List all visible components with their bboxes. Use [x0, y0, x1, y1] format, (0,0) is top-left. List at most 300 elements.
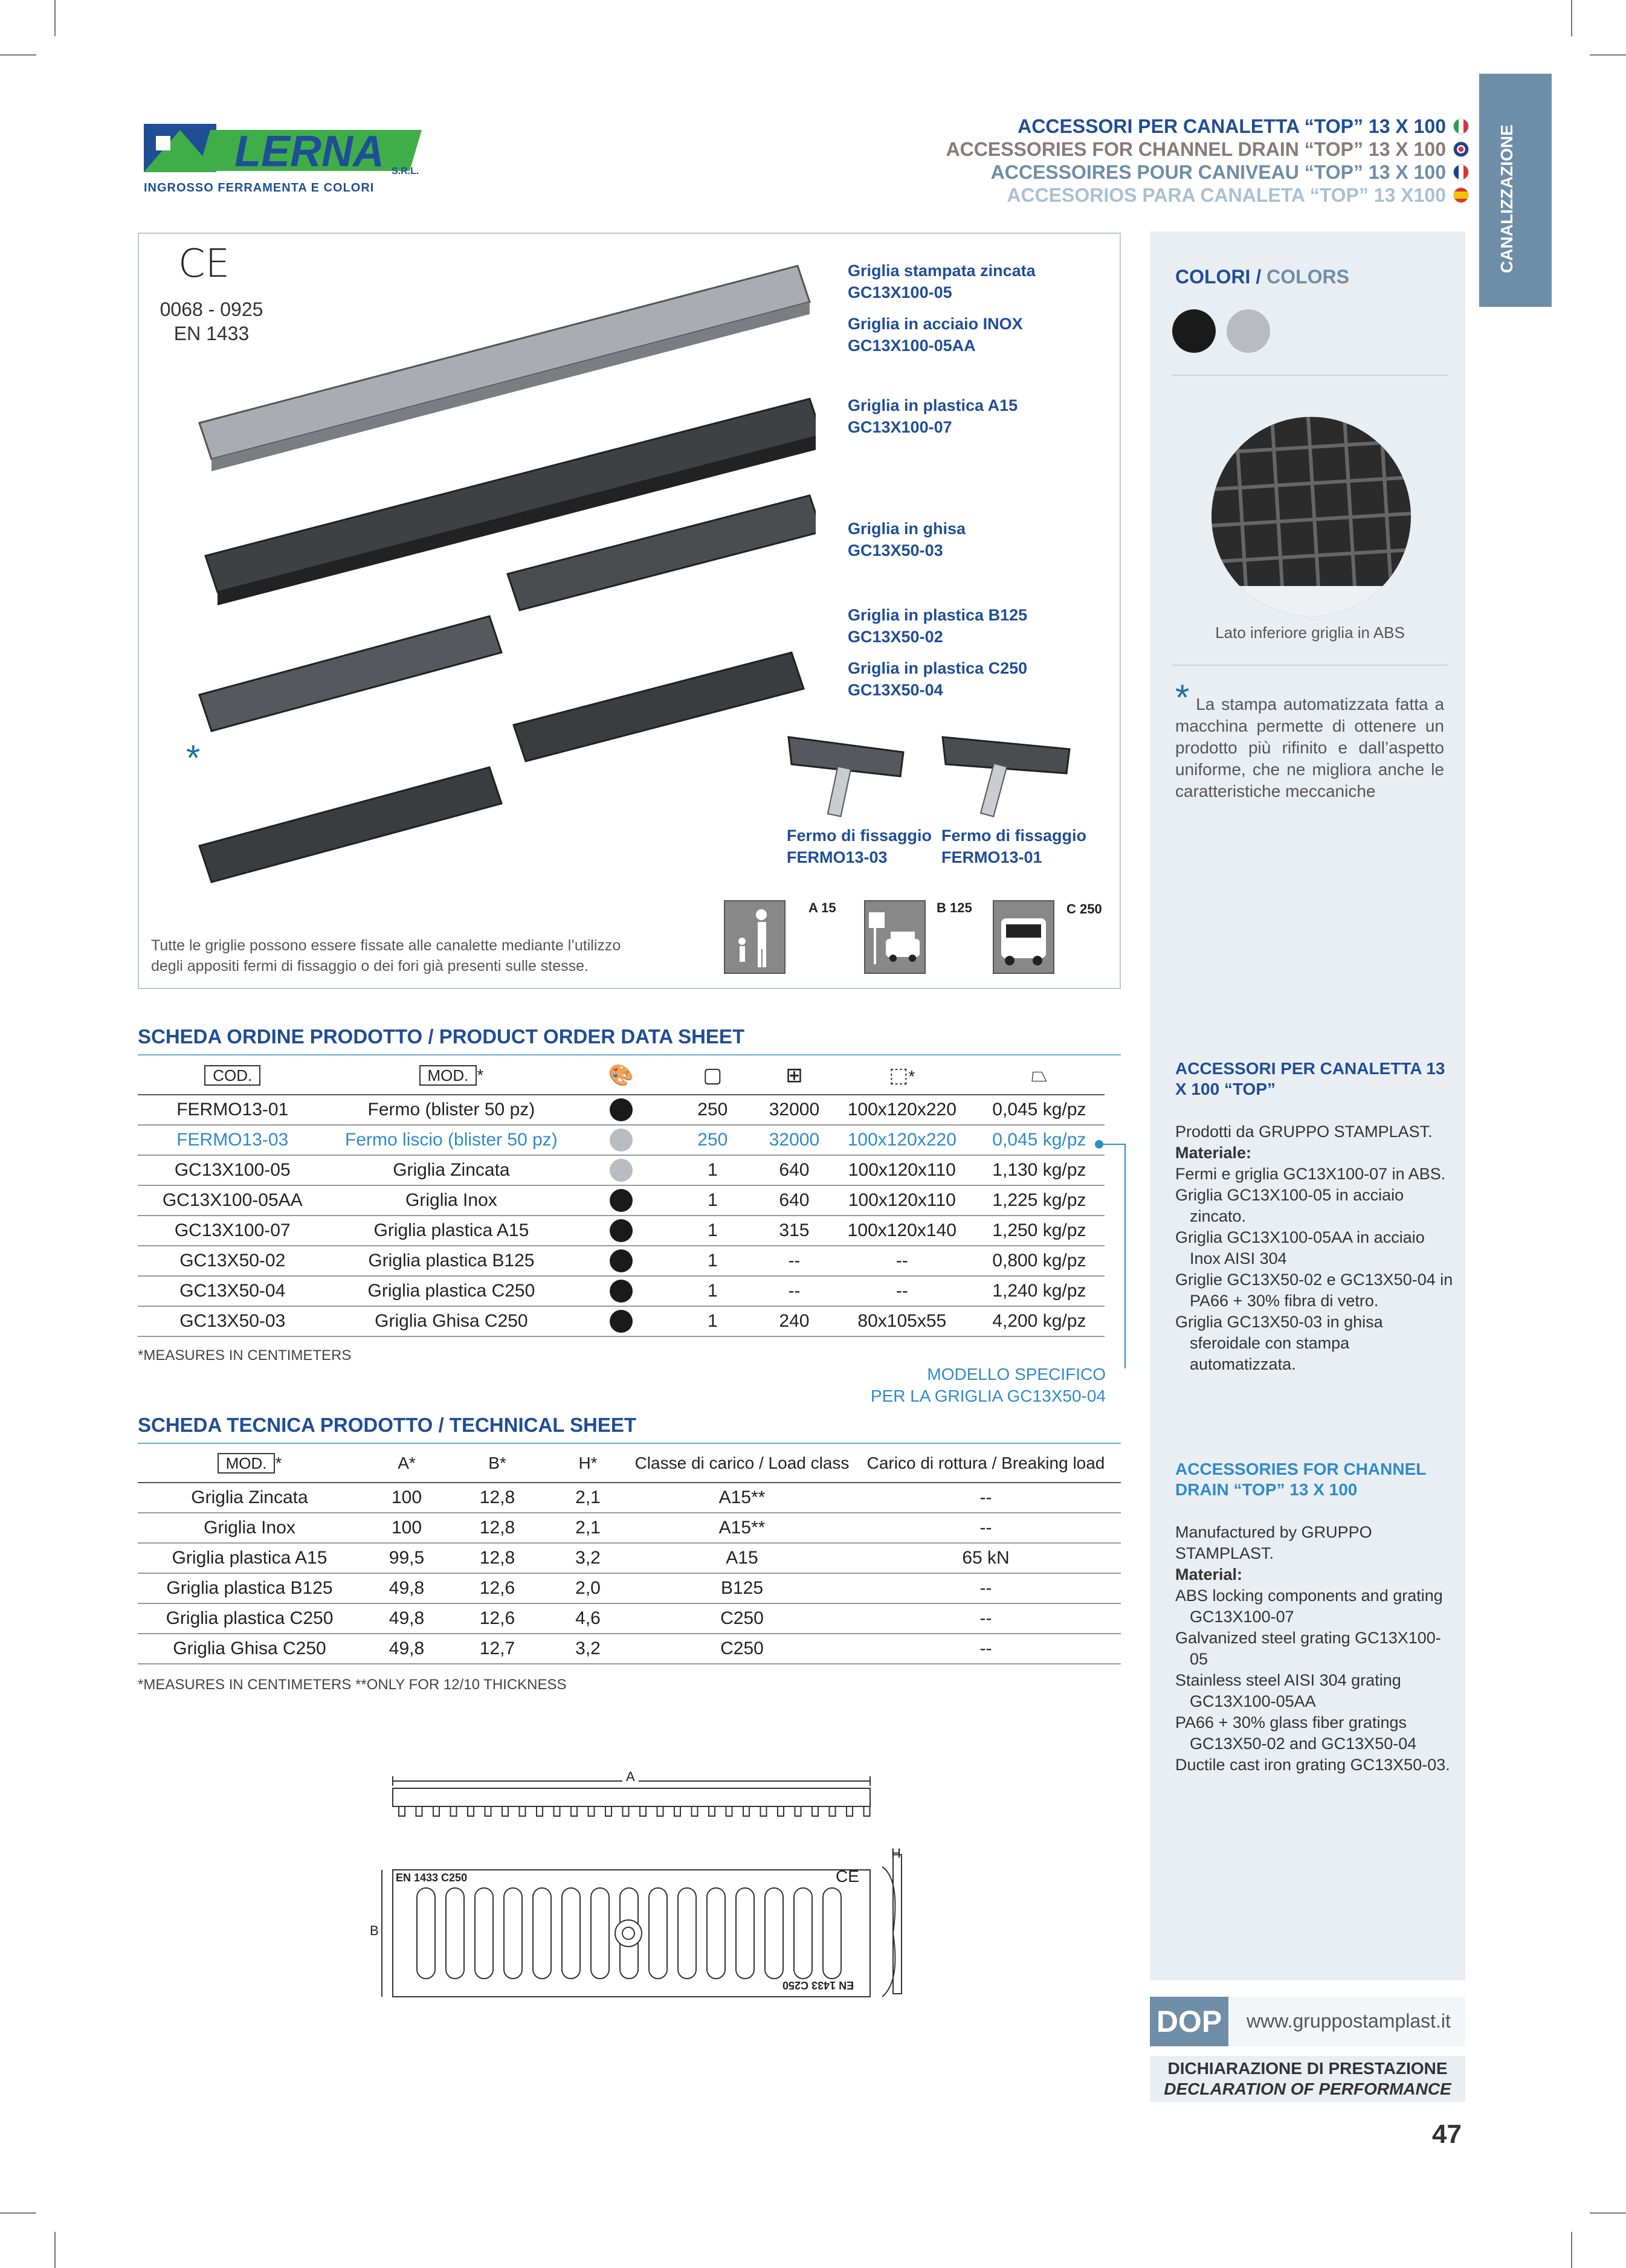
crop-mark [1590, 54, 1626, 56]
logo-graphic [144, 118, 422, 178]
drawing-foot [864, 1806, 870, 1816]
mod-header: MOD. [419, 1065, 477, 1086]
tech-breaking-load: 65 kN [851, 1543, 1121, 1573]
dop-caption-it: DICHIARAZIONE DI PRESTAZIONE [1167, 2059, 1448, 2078]
table-row [138, 1513, 1121, 1543]
order-dims: 80x105x55 [830, 1306, 974, 1336]
tech-footnote: *MEASURES IN CENTIMETERS **ONLY FOR 12/10 THICKNESS [138, 1677, 567, 1693]
fixing-note-line: degli appositi fermi di fissaggio o dei fori già presenti sulle stesse. [151, 958, 589, 975]
drawing-foot [605, 1806, 611, 1816]
tech-table-body [138, 1483, 1121, 1664]
info-made-by-en: Manufactured by GRUPPO STAMPLAST. [1175, 1523, 1372, 1562]
france-flag-icon [1453, 164, 1469, 180]
abs-underside-image [1211, 417, 1411, 616]
pallet-icon: ⊞ [786, 1063, 803, 1087]
list-item: Ductile cast iron grating GC13X50-03. [1175, 1756, 1450, 1774]
list-item: Griglie GC13X50-02 e GC13X50-04 in PA66 + 30% fibra di vetro. [1175, 1271, 1453, 1310]
col-breaking-load: Carico di rottura / Breaking load [851, 1444, 1121, 1483]
dop-link[interactable] [1150, 1997, 1465, 2046]
drawing-foot [520, 1806, 526, 1816]
tech-b: 12,6 [452, 1573, 543, 1603]
ce-mark: CE [178, 242, 230, 286]
load-class-a15-label: A 15 [808, 900, 836, 915]
drawing-foot [743, 1806, 749, 1816]
order-dims: 100x120x140 [830, 1216, 974, 1246]
dims-header-star: * [908, 1066, 915, 1086]
dop-caption [1150, 2056, 1465, 2102]
order-weight: 0,045 kg/pz [974, 1095, 1105, 1125]
tech-model: Griglia plastica C250 [138, 1603, 361, 1634]
crop-mark [1571, 0, 1572, 36]
order-weight: 1,130 kg/pz [974, 1155, 1105, 1185]
tech-load-class: A15 [633, 1543, 851, 1573]
tech-model: Griglia Inox [138, 1513, 361, 1543]
drawing-foot [589, 1806, 595, 1816]
drawing-slot [533, 1888, 551, 1979]
order-model: Griglia plastica A15 [327, 1216, 576, 1246]
color-dot [610, 1310, 633, 1333]
drawing-foot [640, 1806, 646, 1816]
dimensions-icon: ⬚ [889, 1063, 909, 1087]
automated-print-note [1175, 677, 1445, 802]
tech-a: 49,8 [361, 1603, 452, 1634]
colors-title-sep: / [1250, 266, 1267, 288]
drawing-slot [707, 1888, 725, 1979]
tech-sheet-title: SCHEDA TECNICA PRODOTTO / TECHNICAL SHEET [138, 1414, 637, 1436]
info-title-en: ACCESSORIES FOR CHANNEL DRAIN “TOP” 13 X 100 [1175, 1460, 1426, 1499]
tech-model: Griglia Ghisa C250 [138, 1634, 361, 1664]
color-swatch-black [1172, 309, 1216, 353]
italian-info [1175, 1058, 1453, 1375]
side-tab-label: CANALIZZAZIONE [1497, 124, 1516, 273]
info-material-label-en: Material: [1175, 1565, 1243, 1583]
info-material-label-it: Materiale: [1175, 1144, 1252, 1162]
color-swatch-grey [1227, 309, 1270, 353]
order-table [138, 1056, 1105, 1337]
label-plastic-b125 [848, 604, 1027, 648]
fermo-13-01-image [940, 731, 1073, 822]
order-box-qty: 1 [667, 1216, 758, 1246]
table-row [138, 1603, 1121, 1634]
label-fermo-13-01 [941, 825, 1086, 868]
grating-plastic-c250-right [514, 652, 804, 761]
drawing-foot [812, 1806, 818, 1816]
drawing-slot [823, 1888, 841, 1979]
table-row [138, 1185, 1105, 1216]
crop-mark [0, 2212, 36, 2214]
label-plastic-c250 [848, 657, 1027, 701]
order-color [575, 1306, 666, 1336]
asterisk-mark: * [186, 738, 201, 778]
order-cod: GC13X50-02 [138, 1246, 327, 1276]
dimension-label-a: A [622, 1769, 639, 1785]
order-model: Griglia Zincata [327, 1155, 576, 1185]
tech-load-class: C250 [633, 1603, 851, 1634]
table-row [138, 1276, 1105, 1306]
order-dims: 100x120x110 [830, 1155, 974, 1185]
info-made-by-it: Prodotti da GRUPPO STAMPLAST. [1175, 1123, 1433, 1141]
note-asterisk: * [1175, 677, 1190, 718]
connector-line [1099, 1144, 1126, 1145]
title-italian [946, 115, 1469, 138]
tech-breaking-load: -- [851, 1634, 1121, 1664]
order-pallet-qty: 32000 [758, 1095, 830, 1125]
order-cod: GC13X100-05 [138, 1155, 327, 1185]
note-text: La stampa automatizzata fatta a macchina permette di ottenere un prodotto più rifinito e dall’aspetto uniforme, che ne migliora anche le caratteristiche meccaniche [1175, 695, 1445, 801]
tech-h: 4,6 [543, 1603, 633, 1634]
label-name: Fermo di fissaggio [941, 826, 1087, 845]
drawing-foot [433, 1806, 439, 1816]
order-model: Griglia plastica B125 [327, 1246, 576, 1276]
section-side-tab [1479, 74, 1552, 307]
crop-mark [1590, 2212, 1626, 2214]
color-dot [610, 1280, 633, 1303]
tech-a: 99,5 [361, 1543, 452, 1573]
table-row [138, 1246, 1105, 1276]
tech-a: 100 [361, 1483, 452, 1513]
tech-b: 12,6 [452, 1603, 543, 1634]
divider [1172, 665, 1448, 666]
company-logo [144, 118, 422, 196]
tech-b: 12,8 [452, 1543, 543, 1573]
col-a: A* [361, 1444, 452, 1483]
spain-flag-icon [1453, 187, 1469, 203]
order-cod: GC13X100-05AA [138, 1185, 327, 1216]
crop-mark [54, 2232, 56, 2268]
tech-breaking-load: -- [851, 1513, 1121, 1543]
crop-mark [54, 0, 56, 36]
color-dot [610, 1159, 633, 1182]
drawing-foot [623, 1806, 629, 1816]
dimension-label-b: B [370, 1923, 379, 1938]
order-pallet-qty: 640 [758, 1185, 830, 1216]
tech-b: 12,8 [452, 1483, 543, 1513]
color-dot [610, 1249, 633, 1272]
tech-model: Griglia plastica A15 [138, 1543, 361, 1573]
drawing-foot [847, 1806, 853, 1816]
order-table-header [138, 1056, 1105, 1095]
drawing-foot [657, 1806, 663, 1816]
list-item: Griglia GC13X50-03 in ghisa sferoidale con stampa automatizzata. [1175, 1313, 1383, 1373]
list-item: Fermi e griglia GC13X100-07 in ABS. [1175, 1165, 1446, 1183]
specific-model-line: MODELLO SPECIFICO [927, 1365, 1106, 1384]
crop-mark [1571, 2232, 1572, 2268]
cert-number: 0068 - 0925 [160, 298, 263, 320]
italy-flag-icon [1453, 118, 1469, 134]
label-name: Griglia in plastica C250 [848, 659, 1028, 677]
order-weight: 0,800 kg/pz [974, 1246, 1105, 1276]
col-load-class: Classe di carico / Load class [633, 1444, 851, 1483]
order-dims: 100x120x220 [830, 1125, 974, 1155]
label-galvanized [848, 260, 1036, 303]
title-english [946, 138, 1469, 161]
tech-h: 2,1 [543, 1513, 633, 1543]
tech-breaking-load: -- [851, 1603, 1121, 1634]
weight-icon: ⏢ [1031, 1063, 1048, 1086]
drawing-stamp-top: EN 1433 C250 [396, 1872, 468, 1884]
title-text: ACCESSORIES FOR CHANNEL DRAIN “TOP” 13 X 100 [946, 138, 1446, 160]
order-weight: 1,240 kg/pz [974, 1276, 1105, 1306]
title-text: ACCESSORI PER CANALETTA “TOP” 13 X 100 [1018, 115, 1446, 137]
order-weight: 1,250 kg/pz [974, 1216, 1105, 1246]
tech-load-class: A15** [633, 1483, 851, 1513]
table-row [138, 1155, 1105, 1185]
label-plastic-a15 [848, 395, 1018, 438]
tech-b: 12,7 [452, 1634, 543, 1664]
order-pallet-qty: 640 [758, 1155, 830, 1185]
order-box-qty: 250 [667, 1125, 758, 1155]
drawing-foot [795, 1806, 801, 1816]
fixing-note-line: Tutte le griglie possono essere fissate alle canalette mediante l’utilizzo [151, 937, 621, 954]
order-box-qty: 1 [667, 1276, 758, 1306]
box-icon: ▢ [703, 1063, 723, 1087]
col-pallet [758, 1056, 830, 1095]
drawing-foot [537, 1806, 543, 1816]
tech-model: Griglia Zincata [138, 1483, 361, 1513]
label-inox [848, 313, 1023, 356]
title-spanish [946, 184, 1469, 207]
order-cod: FERMO13-01 [138, 1095, 327, 1125]
logo-name: LERNA [234, 127, 384, 176]
order-cod: GC13X50-04 [138, 1276, 327, 1306]
col-cod [138, 1056, 327, 1095]
order-model: Griglia plastica C250 [327, 1276, 576, 1306]
drawing-foot [709, 1806, 715, 1816]
tech-h: 2,1 [543, 1483, 633, 1513]
color-dot [610, 1098, 633, 1121]
tech-h: 3,2 [543, 1543, 633, 1573]
col-dims [830, 1056, 974, 1095]
label-name: Fermo di fissaggio [787, 826, 932, 845]
order-box-qty: 1 [667, 1246, 758, 1276]
load-class-c250-label: C 250 [1066, 901, 1102, 917]
col-color [575, 1056, 666, 1095]
drawing-slot [678, 1888, 696, 1979]
materials-list-en [1175, 1585, 1453, 1776]
drawing-foot [468, 1806, 474, 1816]
order-box-qty: 1 [667, 1306, 758, 1336]
drawing-slot [591, 1888, 609, 1979]
label-code: GC13X50-04 [848, 681, 943, 699]
tech-b: 12,8 [452, 1513, 543, 1543]
drawing-stamp-bottom: EN 1433 C250 [782, 1979, 854, 1991]
crop-mark [0, 54, 36, 56]
colors-title-en: COLORS [1266, 266, 1349, 288]
order-color [575, 1095, 666, 1125]
order-footnote: *MEASURES IN CENTIMETERS [138, 1347, 352, 1364]
title-french [946, 161, 1469, 184]
tech-breaking-load: -- [851, 1483, 1121, 1513]
order-dims: 100x120x110 [830, 1185, 974, 1216]
drawing-slot [504, 1888, 522, 1979]
grating-cast-iron-left [199, 616, 502, 731]
drawing-foot [830, 1806, 836, 1816]
table-row [138, 1634, 1121, 1664]
drawing-foot [502, 1806, 508, 1816]
dop-url[interactable]: www.gruppostamplast.it [1247, 2010, 1451, 2032]
tech-breaking-load: -- [851, 1573, 1121, 1603]
drawing-foot [416, 1806, 422, 1816]
drawing-foot [778, 1806, 784, 1816]
title-text: ACCESSOIRES POUR CANIVEAU “TOP” 13 X 100 [990, 161, 1446, 183]
palette-icon: 🎨 [608, 1063, 634, 1087]
drawing-slot [794, 1888, 812, 1979]
order-dims: 100x120x220 [830, 1095, 974, 1125]
order-weight: 4,200 kg/pz [974, 1306, 1105, 1336]
drawing-slot [446, 1888, 464, 1979]
label-name: Griglia stampata zincata [848, 262, 1036, 280]
logo-tagline: INGROSSO FERRAMENTA E COLORI [144, 181, 375, 195]
drawing-slot [417, 1888, 435, 1979]
list-item: Griglia GC13X100-05 in acciaio zincato. [1175, 1186, 1404, 1225]
drawing-foot [692, 1806, 698, 1816]
tech-load-class: B125 [633, 1573, 851, 1603]
order-color [575, 1246, 666, 1276]
drawing-foot [726, 1806, 732, 1816]
color-dot [610, 1189, 633, 1212]
drawing-slot [562, 1888, 580, 1979]
color-dot [610, 1129, 633, 1152]
drawing-slot [475, 1888, 493, 1979]
drawing-foot [571, 1806, 577, 1816]
order-box-qty: 250 [667, 1095, 758, 1125]
tech-table [138, 1444, 1121, 1664]
order-color [575, 1185, 666, 1216]
order-model: Griglia Inox [327, 1185, 576, 1216]
table-row [138, 1573, 1121, 1603]
image-caption: Lato inferiore griglia in ABS [1215, 623, 1405, 642]
label-code: FERMO13-03 [787, 848, 888, 866]
list-item: PA66 + 30% glass fiber gratings GC13X50-02 and GC13X50-04 [1175, 1713, 1417, 1753]
fixing-note [151, 935, 621, 976]
col-mod [138, 1444, 361, 1483]
label-code: GC13X100-07 [848, 418, 952, 436]
tech-table-header [138, 1444, 1121, 1483]
label-code: GC13X50-03 [848, 541, 943, 559]
label-fermo-13-03 [787, 825, 932, 868]
connector-line [1124, 1144, 1126, 1368]
table-row [138, 1095, 1105, 1125]
drawing-slot [736, 1888, 754, 1979]
order-cod: GC13X100-07 [138, 1216, 327, 1246]
specific-model-note [804, 1364, 1106, 1407]
english-info [1175, 1459, 1453, 1776]
dop-badge: DOP [1150, 1997, 1228, 2046]
materials-list-it [1175, 1164, 1453, 1375]
drawing-foot [761, 1806, 767, 1816]
label-name: Griglia in ghisa [848, 520, 966, 538]
table-row [138, 1125, 1105, 1155]
mod-header-star: * [477, 1065, 484, 1084]
order-cod: GC13X50-03 [138, 1306, 327, 1336]
load-class-a15-icon [724, 900, 786, 974]
dop-caption-en: DECLARATION OF PERFORMANCE [1164, 2080, 1451, 2098]
load-class-c250-icon [993, 900, 1054, 974]
drawing-ce-mark: CE [836, 1867, 859, 1886]
drawing-foot [451, 1806, 457, 1816]
load-class-b125-label: B 125 [937, 900, 972, 915]
table-row [138, 1306, 1105, 1336]
color-dot [610, 1219, 633, 1242]
tech-h: 3,2 [543, 1634, 633, 1664]
label-name: Griglia in acciaio INOX [848, 315, 1023, 333]
title-text: ACCESORIOS PARA CANALETA “TOP” 13 X100 [1007, 184, 1446, 206]
col-b: B* [452, 1444, 543, 1483]
list-item: Galvanized steel grating GC13X100-05 [1175, 1629, 1441, 1668]
load-class-b125-icon [864, 900, 926, 974]
col-mod [327, 1056, 576, 1095]
table-row [138, 1543, 1121, 1573]
specific-model-line: PER LA GRIGLIA GC13X50-04 [870, 1387, 1106, 1405]
label-name: Griglia in plastica B125 [848, 606, 1028, 624]
label-code: GC13X50-02 [848, 628, 943, 646]
label-code: FERMO13-01 [941, 848, 1042, 866]
drawing-slot [649, 1888, 667, 1979]
order-cod: FERMO13-03 [138, 1125, 327, 1155]
mod-header-star: * [275, 1453, 282, 1472]
info-title-it: ACCESSORI PER CANALETTA 13 X 100 “TOP” [1175, 1059, 1445, 1098]
drawing-foot [399, 1806, 405, 1816]
label-code: GC13X100-05AA [848, 337, 976, 355]
order-color [575, 1155, 666, 1185]
tech-a: 49,8 [361, 1573, 452, 1603]
list-item: Stainless steel AISI 304 grating GC13X100-05AA [1175, 1671, 1401, 1710]
fermo-13-03-image [786, 731, 906, 822]
table-row [138, 1216, 1105, 1246]
order-weight: 1,225 kg/pz [974, 1185, 1105, 1216]
order-box-qty: 1 [667, 1185, 758, 1216]
uk-flag-icon [1453, 141, 1469, 157]
page-titles [946, 115, 1469, 207]
order-pallet-qty: 315 [758, 1216, 830, 1246]
order-color [575, 1276, 666, 1306]
order-box-qty: 1 [667, 1155, 758, 1185]
order-color [575, 1216, 666, 1246]
tech-load-class: C250 [633, 1634, 851, 1664]
order-model: Griglia Ghisa C250 [327, 1306, 576, 1336]
tech-a: 49,8 [361, 1634, 452, 1664]
logo-srl: S.R.L. [392, 166, 419, 176]
dimension-label-h: H [891, 1846, 901, 1861]
colors-title-it: COLORI [1175, 266, 1251, 288]
drawing-foot [485, 1806, 491, 1816]
drawing-slot [765, 1888, 783, 1979]
order-sheet-title: SCHEDA ORDINE PRODOTTO / PRODUCT ORDER DATA SHEET [138, 1025, 745, 1048]
order-dims: -- [830, 1246, 974, 1276]
table-row [138, 1483, 1121, 1513]
label-cast-iron [848, 518, 966, 561]
order-model: Fermo (blister 50 pz) [327, 1095, 576, 1125]
cert-standard: EN 1433 [173, 323, 250, 344]
order-pallet-qty: -- [758, 1276, 830, 1306]
order-model: Fermo liscio (blister 50 pz) [327, 1125, 576, 1155]
col-box [667, 1056, 758, 1095]
label-name: Griglia in plastica A15 [848, 396, 1018, 414]
tech-h: 2,0 [543, 1573, 633, 1603]
tech-load-class: A15** [633, 1513, 851, 1543]
tech-model: Griglia plastica B125 [138, 1573, 361, 1603]
order-weight: 0,045 kg/pz [974, 1125, 1105, 1155]
order-pallet-qty: 32000 [758, 1125, 830, 1155]
order-pallet-qty: 240 [758, 1306, 830, 1336]
divider [1172, 375, 1448, 376]
colors-title [1175, 266, 1349, 288]
cod-header: COD. [204, 1065, 260, 1086]
col-h: H* [543, 1444, 633, 1483]
order-dims: -- [830, 1276, 974, 1306]
list-item: ABS locking components and grating GC13X100-07 [1175, 1587, 1443, 1626]
order-table-body [138, 1095, 1105, 1336]
